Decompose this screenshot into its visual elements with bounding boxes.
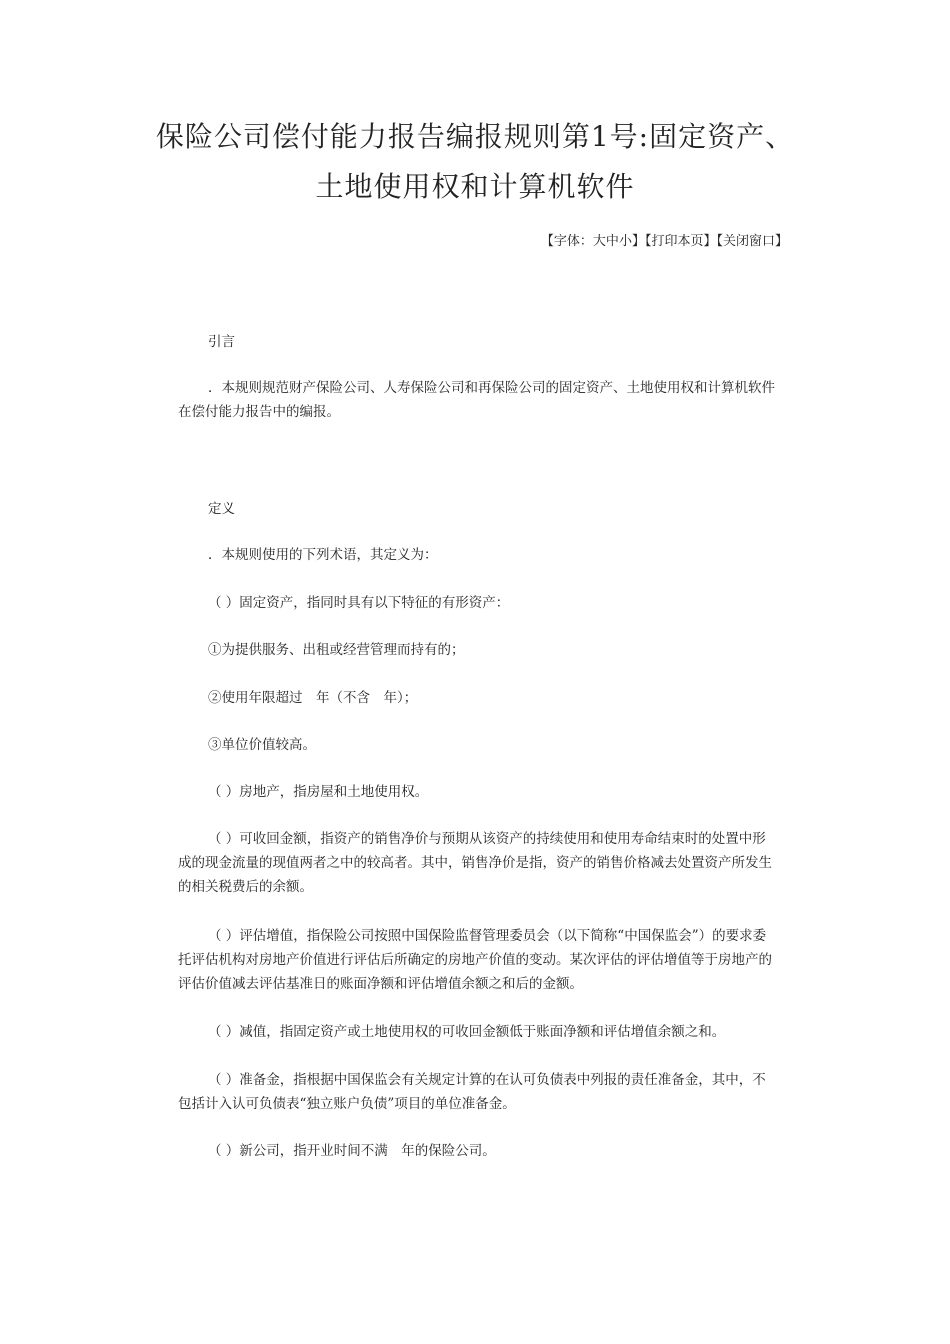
intro-paragraph: ．本规则规范财产保险公司、人寿保险公司和再保险公司的固定资产、土地使用权和计算机软件在偿付能力报告中的编报。 bbox=[178, 380, 775, 420]
close-window-link[interactable]: 【关闭窗口】 bbox=[716, 234, 788, 249]
intro-heading: 引言 bbox=[208, 334, 235, 350]
definition-paragraph-6: （ ）房地产，指房屋和土地使用权。 bbox=[208, 784, 429, 800]
definition-paragraph-8: （ ）评估增值，指保险公司按照中国保险监督管理委员会（以下简称“中国保监会”）的要求委托评估机构对房地产价值进行评估后所确定的房地产价值的变动。某次评估的评估增值等于房地产的评估价值减去评估基准日的账面净额和评估增值余额之和后的金额。 bbox=[178, 928, 772, 992]
definition-paragraph-2: （ ）固定资产，指同时具有以下特征的有形资产： bbox=[208, 595, 510, 611]
page-title-line-2: 土地使用权和计算机软件 bbox=[315, 170, 635, 203]
font-size-prefix: 【字体： bbox=[540, 234, 593, 249]
font-large-link[interactable]: 大 bbox=[592, 234, 606, 249]
definition-paragraph-5: ③单位价值较高。 bbox=[208, 737, 316, 753]
definition-paragraph-1: ．本规则使用的下列术语，其定义为： bbox=[208, 547, 438, 563]
definition-paragraph-4: ②使用年限超过 年（不含 年）； bbox=[208, 690, 418, 706]
print-page-link[interactable]: 【打印本页】 bbox=[644, 234, 717, 249]
definition-paragraph-11: （ ）新公司，指开业时间不满 年的保险公司。 bbox=[208, 1143, 496, 1159]
font-medium-link[interactable]: 中 bbox=[605, 234, 619, 249]
font-size-suffix: 】 bbox=[631, 234, 645, 249]
font-small-link[interactable]: 小 bbox=[618, 234, 632, 249]
page-title-line-1: 保险公司偿付能力报告编报规则第1号:固定资产、 bbox=[155, 120, 795, 153]
definition-paragraph-7: （ ）可收回金额，指资产的销售净价与预期从该资产的持续使用和使用寿命结束时的处置中形成的现金流量的现值两者之中的较高者。其中，销售净价是指，资产的销售价格减去处置资产所发生的相关税费后的余额。 bbox=[178, 831, 772, 895]
definition-paragraph-9: （ ）减值，指固定资产或土地使用权的可收回金额低于账面净额和评估增值余额之和。 bbox=[208, 1024, 726, 1040]
page-toolbar bbox=[541, 232, 788, 252]
definition-paragraph-3: ①为提供服务、出租或经营管理而持有的； bbox=[208, 642, 465, 658]
definition-heading: 定义 bbox=[208, 501, 235, 517]
definition-paragraph-10: （ ）准备金，指根据中国保监会有关规定计算的在认可负债表中列报的责任准备金，其中，不包括计入认可负债表“独立账户负债”项目的单位准备金。 bbox=[178, 1072, 766, 1112]
